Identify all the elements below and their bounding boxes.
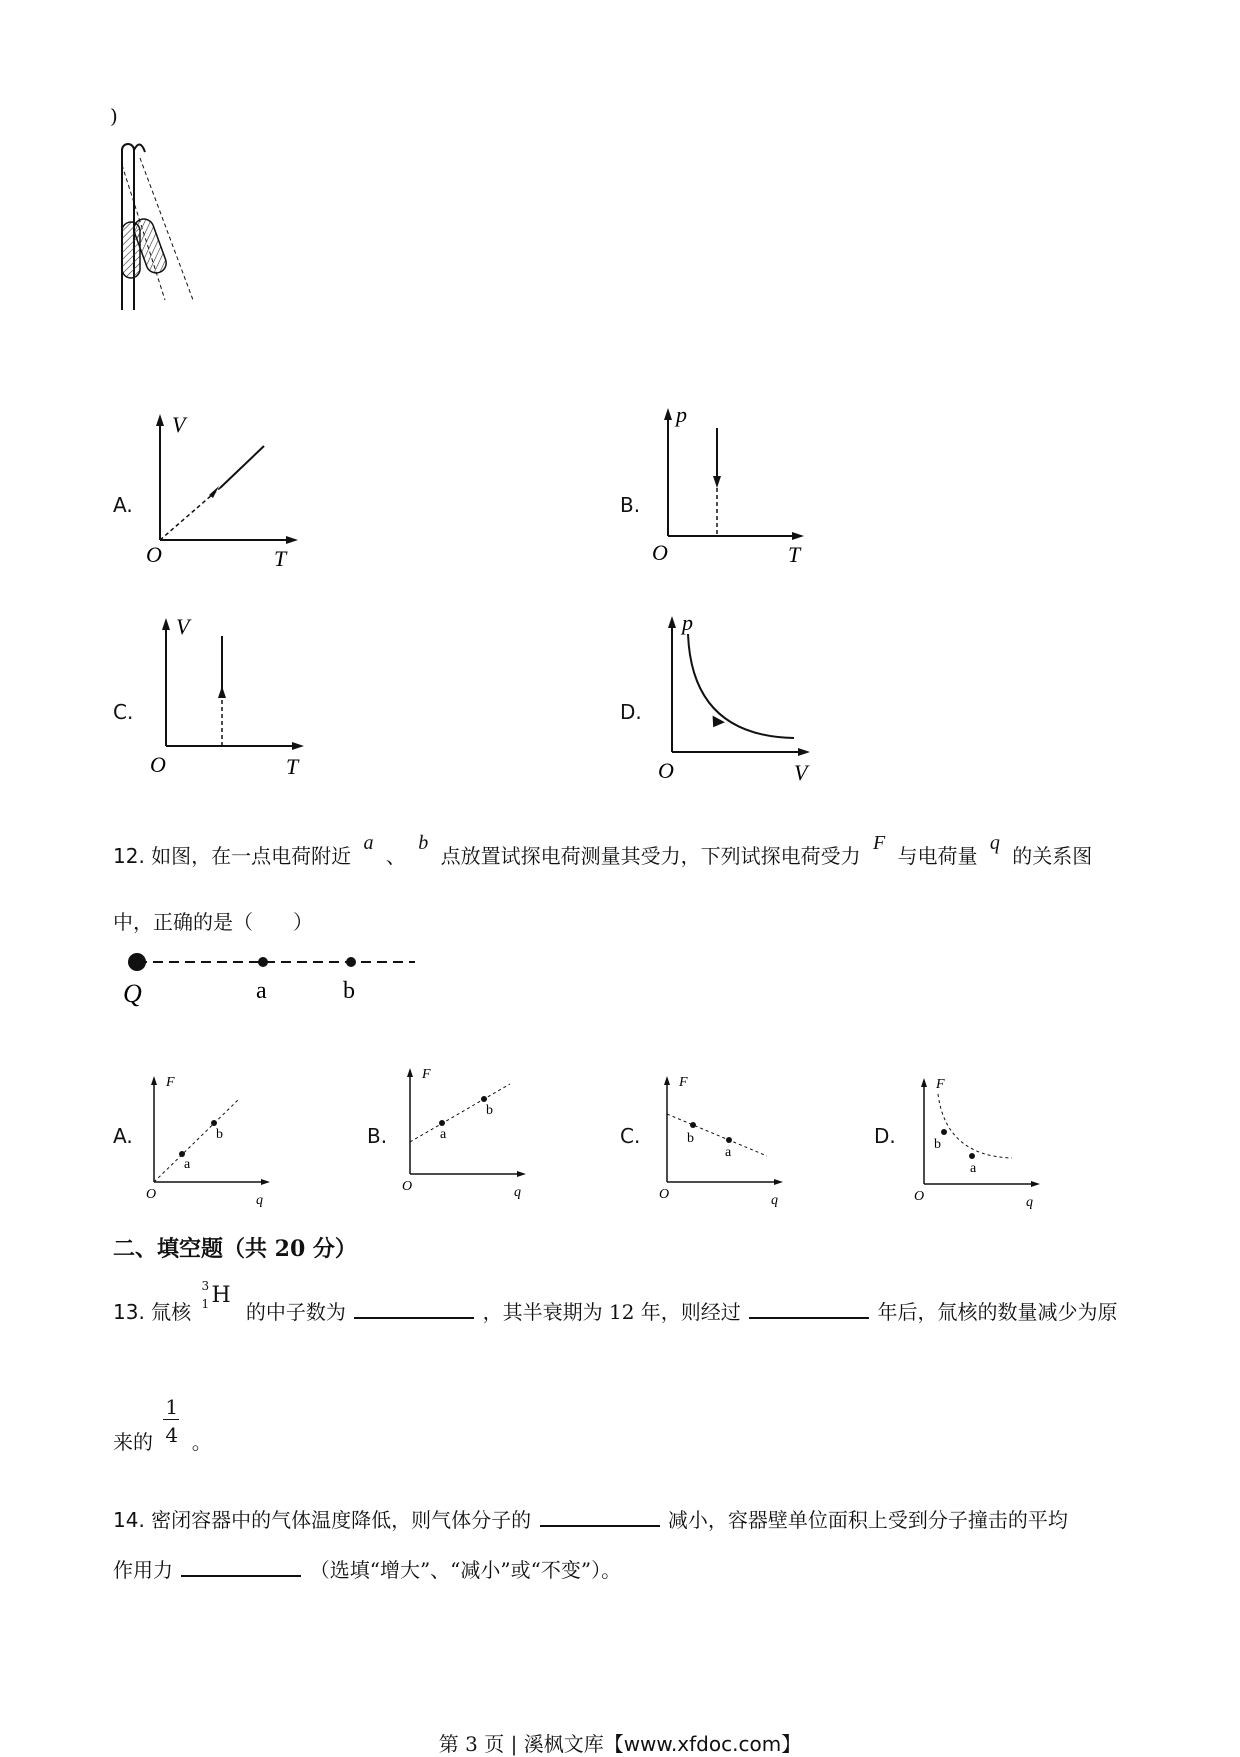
q12-a-x-axis: q [256, 1193, 263, 1208]
q12-a-pt1: a [184, 1157, 191, 1172]
q12-a-y-axis: F [166, 1075, 175, 1090]
fraction-bar [163, 1419, 179, 1420]
q11-option-a-graph [140, 410, 310, 570]
q12-var-a: a [363, 832, 374, 854]
q12-d-y-axis: F [936, 1077, 945, 1092]
q11-option-c-label[interactable]: C. [113, 700, 134, 724]
q12-charge-line-figure [115, 944, 420, 1014]
q11-d-origin: O [658, 758, 674, 783]
q12-option-a-label[interactable]: A. [113, 1124, 133, 1148]
q12-text-1: 如图，在一点电荷附近 [151, 844, 352, 868]
nuclide-mass-number: 3 [201, 1279, 210, 1293]
q13-text-1: 氚核 [151, 1300, 192, 1324]
q12-sep: 、 [385, 844, 406, 868]
q14-line2-text-b: （选填“增大”、“减小”或“不变”）。 [309, 1558, 622, 1582]
q12-option-d-label[interactable]: D. [874, 1124, 896, 1148]
point-a-label: a [256, 978, 267, 1004]
fraction-denominator: 4 [165, 1423, 179, 1447]
nuclide-charge-number: 1 [201, 1297, 210, 1311]
q13-text-2: 的中子数为 [245, 1300, 346, 1324]
q12-option-c-graph [655, 1070, 790, 1210]
q14-line2-text-a: 作用力 [113, 1558, 173, 1582]
q11-option-a-label[interactable]: A. [113, 493, 133, 517]
q12-question-line2: 中，正确的是（ ） [113, 910, 313, 934]
footer-bracket-open: 【 [603, 1732, 624, 1756]
q12-b-pt2: b [486, 1103, 493, 1118]
q13-line1 [113, 1279, 1118, 1325]
q11-a-origin: O [146, 542, 162, 567]
q12-var-b: b [418, 832, 429, 854]
q13-text-4: 年后，氚核的数量减少为原 [877, 1300, 1118, 1324]
q12-b-pt1: a [440, 1127, 447, 1142]
q12-var-q: q [989, 832, 1000, 854]
q11-option-c-graph [146, 610, 316, 780]
q12-option-b-graph [398, 1062, 533, 1202]
q11-b-x-axis: T [788, 542, 801, 567]
q12-var-F: F [872, 832, 886, 854]
q11-d-x-axis: V [794, 760, 808, 785]
q12-text-3: 与电荷量 [897, 844, 978, 868]
q14-text-1: 密闭容器中的气体温度降低，则气体分子的 [151, 1508, 532, 1532]
q14-blank-1[interactable] [540, 1507, 660, 1527]
footer-bracket-close: 】 [781, 1732, 802, 1756]
point-charge-q [128, 953, 146, 971]
page-footer [0, 1728, 1240, 1757]
q12-text-4: 的关系图 [1012, 844, 1093, 868]
q12-b-origin: O [402, 1179, 413, 1194]
q12-d-pt1: b [934, 1137, 941, 1152]
q13-blank-years[interactable] [749, 1299, 869, 1319]
q14-text-2: 减小，容器壁单位面积上受到分子撞击的平均 [667, 1508, 1068, 1532]
q12-option-a-graph [142, 1070, 277, 1210]
q12-b-x-axis: q [514, 1185, 521, 1200]
footer-site-link[interactable]: www.xfdoc.com [623, 1732, 782, 1756]
q11-a-y-axis: V [172, 412, 186, 437]
footer-page-info: 第 3 页 | 溪枫文库 [438, 1732, 604, 1756]
q11-option-d-graph [652, 606, 822, 786]
q12-option-d-graph [912, 1072, 1047, 1212]
point-b-label: b [343, 978, 355, 1004]
glass-tube-figure [100, 140, 200, 315]
q14-line1 [113, 1504, 1068, 1533]
q12-b-y-axis: F [422, 1067, 431, 1082]
q14-number: 14. [113, 1508, 145, 1532]
q11-c-y-axis: V [176, 614, 190, 639]
q13-line2-text-b: 。 [191, 1430, 212, 1454]
q11-b-origin: O [652, 540, 668, 565]
q12-c-x-axis: q [771, 1193, 778, 1208]
q12-number: 12. [113, 844, 145, 868]
section-2-heading: 二、填空题（共 20 分） [113, 1236, 357, 1262]
nuclide-element: H [211, 1283, 231, 1308]
charge-q-label: Q [123, 979, 142, 1008]
q11-option-b-label[interactable]: B. [620, 493, 641, 517]
point-b [346, 957, 356, 967]
q11-option-b-graph [648, 400, 818, 570]
q11-a-x-axis: T [274, 546, 287, 570]
point-a [258, 957, 268, 967]
q12-a-origin: O [146, 1187, 157, 1202]
q13-line2 [113, 1395, 212, 1455]
q12-d-pt2: a [970, 1161, 977, 1176]
q14-line2 [113, 1554, 621, 1583]
q12-d-x-axis: q [1026, 1195, 1033, 1210]
q11-c-origin: O [150, 752, 166, 777]
q13-line2-text-a: 来的 [113, 1430, 153, 1454]
q12-option-c-label[interactable]: C. [620, 1124, 641, 1148]
q12-option-b-label[interactable]: B. [367, 1124, 388, 1148]
q13-nuclide-symbol [201, 1279, 236, 1319]
q12-text-2: 点放置试探电荷测量其受力，下列试探电荷受力 [440, 844, 861, 868]
q13-text-3: ，其半衰期为 12 年，则经过 [482, 1300, 741, 1324]
q12-c-pt2: a [725, 1145, 732, 1160]
q11-option-d-label[interactable]: D. [620, 700, 642, 724]
q14-blank-2[interactable] [181, 1557, 301, 1577]
q12-c-origin: O [659, 1187, 670, 1202]
q12-c-pt1: b [687, 1131, 694, 1146]
q13-blank-neutrons[interactable] [354, 1299, 474, 1319]
q12-a-pt2: b [216, 1127, 223, 1142]
q13-fraction [161, 1395, 183, 1449]
fraction-numerator: 1 [165, 1395, 179, 1419]
q11-d-y-axis: p [682, 610, 693, 635]
q11-b-y-axis: p [676, 402, 687, 427]
q12-c-y-axis: F [679, 1075, 688, 1090]
q13-number: 13. [113, 1300, 145, 1324]
q12-d-origin: O [914, 1189, 925, 1204]
question-fragment-paren: ) [110, 104, 118, 128]
q11-c-x-axis: T [286, 754, 299, 779]
q12-question-line1 [113, 832, 1093, 869]
